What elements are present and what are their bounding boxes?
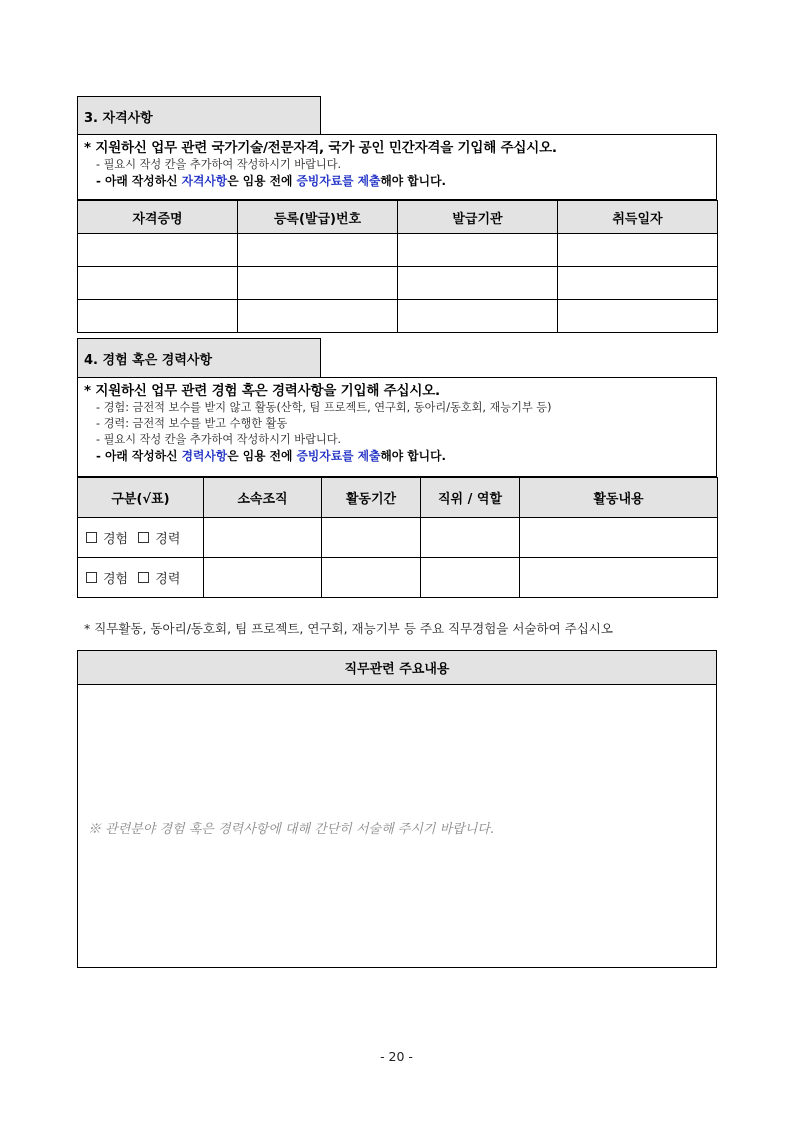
career-checkbox[interactable] — [138, 528, 180, 547]
note-text: - 아래 작성하신 — [96, 174, 182, 188]
column-header: 소속조직 — [204, 478, 322, 518]
job-experience-footnote: * 직무활동, 동아리/동호회, 팀 프로젝트, 연구회, 재능기부 등 주요 직무경험을 서술하여 주십시오 — [84, 621, 613, 636]
table-cell[interactable] — [204, 518, 322, 558]
column-header: 활동기간 — [322, 478, 421, 518]
table-cell[interactable] — [558, 234, 718, 267]
table-cell[interactable] — [78, 234, 238, 267]
column-header: 활동내용 — [520, 478, 718, 518]
section3-note-evidence — [84, 173, 710, 190]
column-header: 등록(발급)번호 — [238, 201, 398, 234]
section4-title — [77, 338, 321, 378]
section3-note-main: * 지원하신 업무 관련 국가기술/전문자격, 국가 공인 민간자격을 기입해 주십시오. — [84, 140, 557, 156]
section4-note-main: * 지원하신 업무 관련 경험 혹은 경력사항을 기입해 주십시오. — [84, 383, 440, 399]
column-header: 자격증명 — [78, 201, 238, 234]
column-header: 취득일자 — [558, 201, 718, 234]
table-cell[interactable] — [398, 267, 558, 300]
section3-notes — [77, 134, 717, 200]
checkbox-label: 경력 — [155, 532, 181, 547]
table-row — [78, 267, 718, 300]
table-cell[interactable] — [78, 267, 238, 300]
experience-table — [77, 477, 718, 598]
type-checkbox-cell — [78, 518, 204, 558]
note-text: 해야 합니다. — [380, 174, 446, 188]
table-row — [78, 558, 718, 598]
table-cell[interactable] — [520, 558, 718, 598]
experience-checkbox[interactable] — [86, 528, 128, 547]
note-text: 은 임용 전에 — [227, 449, 297, 463]
note-text: 해야 합니다. — [380, 449, 446, 463]
table-cell[interactable] — [204, 558, 322, 598]
table-cell[interactable] — [78, 300, 238, 333]
section4-note-sub2: - 경력: 금전적 보수를 받고 수행한 활동 — [96, 417, 288, 430]
section4-title-text: 4. 경험 혹은 경력사항 — [84, 353, 213, 368]
table-cell[interactable] — [421, 518, 520, 558]
section3-title-text: 3. 자격사항 — [84, 110, 153, 126]
checkbox-box[interactable] — [138, 532, 149, 543]
page-number: - 20 - — [380, 1049, 413, 1064]
checkbox-box[interactable] — [86, 572, 97, 583]
table-cell[interactable] — [238, 234, 398, 267]
column-header: 직위 / 역할 — [421, 478, 520, 518]
section4-note-evidence — [84, 448, 710, 465]
table-cell[interactable] — [322, 518, 421, 558]
table-cell[interactable] — [398, 234, 558, 267]
section3-note-sub1: - 필요시 작성 칸을 추가하여 작성하시기 바랍니다. — [96, 158, 342, 171]
column-header: 구분(√표) — [78, 478, 204, 518]
checkbox-label: 경험 — [103, 532, 129, 547]
checkbox-box[interactable] — [86, 532, 97, 543]
note-highlight: 경력사항 — [181, 449, 228, 463]
table-cell[interactable] — [520, 518, 718, 558]
table-row — [78, 300, 718, 333]
table-cell[interactable] — [558, 267, 718, 300]
checkbox-label: 경험 — [103, 572, 129, 587]
section3-title — [77, 96, 321, 135]
note-highlight: 자격사항 — [181, 174, 228, 188]
experience-checkbox[interactable] — [86, 568, 128, 587]
section4-notes — [77, 377, 717, 477]
career-checkbox[interactable] — [138, 568, 180, 587]
table-cell[interactable] — [322, 558, 421, 598]
table-header-row — [78, 478, 718, 518]
checkbox-label: 경력 — [155, 572, 181, 587]
section4-note-sub1: - 경험: 금전적 보수를 받지 않고 활동(산학, 팀 프로젝트, 연구회, 동아리/동호회, 재능기부 등) — [96, 401, 552, 414]
job-description-box — [77, 650, 717, 968]
note-highlight: 증빙자료를 제출 — [296, 449, 381, 463]
table-cell[interactable] — [558, 300, 718, 333]
note-text: 은 임용 전에 — [227, 174, 297, 188]
table-cell[interactable] — [421, 558, 520, 598]
type-checkbox-cell — [78, 558, 204, 598]
job-box-placeholder[interactable]: ※ 관련분야 경험 혹은 경력사항에 대해 간단히 서술해 주시기 바랍니다. — [88, 822, 494, 837]
checkbox-box[interactable] — [138, 572, 149, 583]
table-header-row — [78, 201, 718, 234]
qualification-table — [77, 200, 718, 333]
table-row — [78, 234, 718, 267]
section4-note-sub3: - 필요시 작성 칸을 추가하여 작성하시기 바랍니다. — [96, 433, 342, 446]
note-text: - 아래 작성하신 — [96, 449, 182, 463]
table-cell[interactable] — [238, 300, 398, 333]
table-cell[interactable] — [238, 267, 398, 300]
column-header: 발급기관 — [398, 201, 558, 234]
table-cell[interactable] — [398, 300, 558, 333]
table-row — [78, 518, 718, 558]
note-highlight: 증빙자료를 제출 — [296, 174, 381, 188]
job-box-title: 직무관련 주요내용 — [78, 651, 716, 685]
